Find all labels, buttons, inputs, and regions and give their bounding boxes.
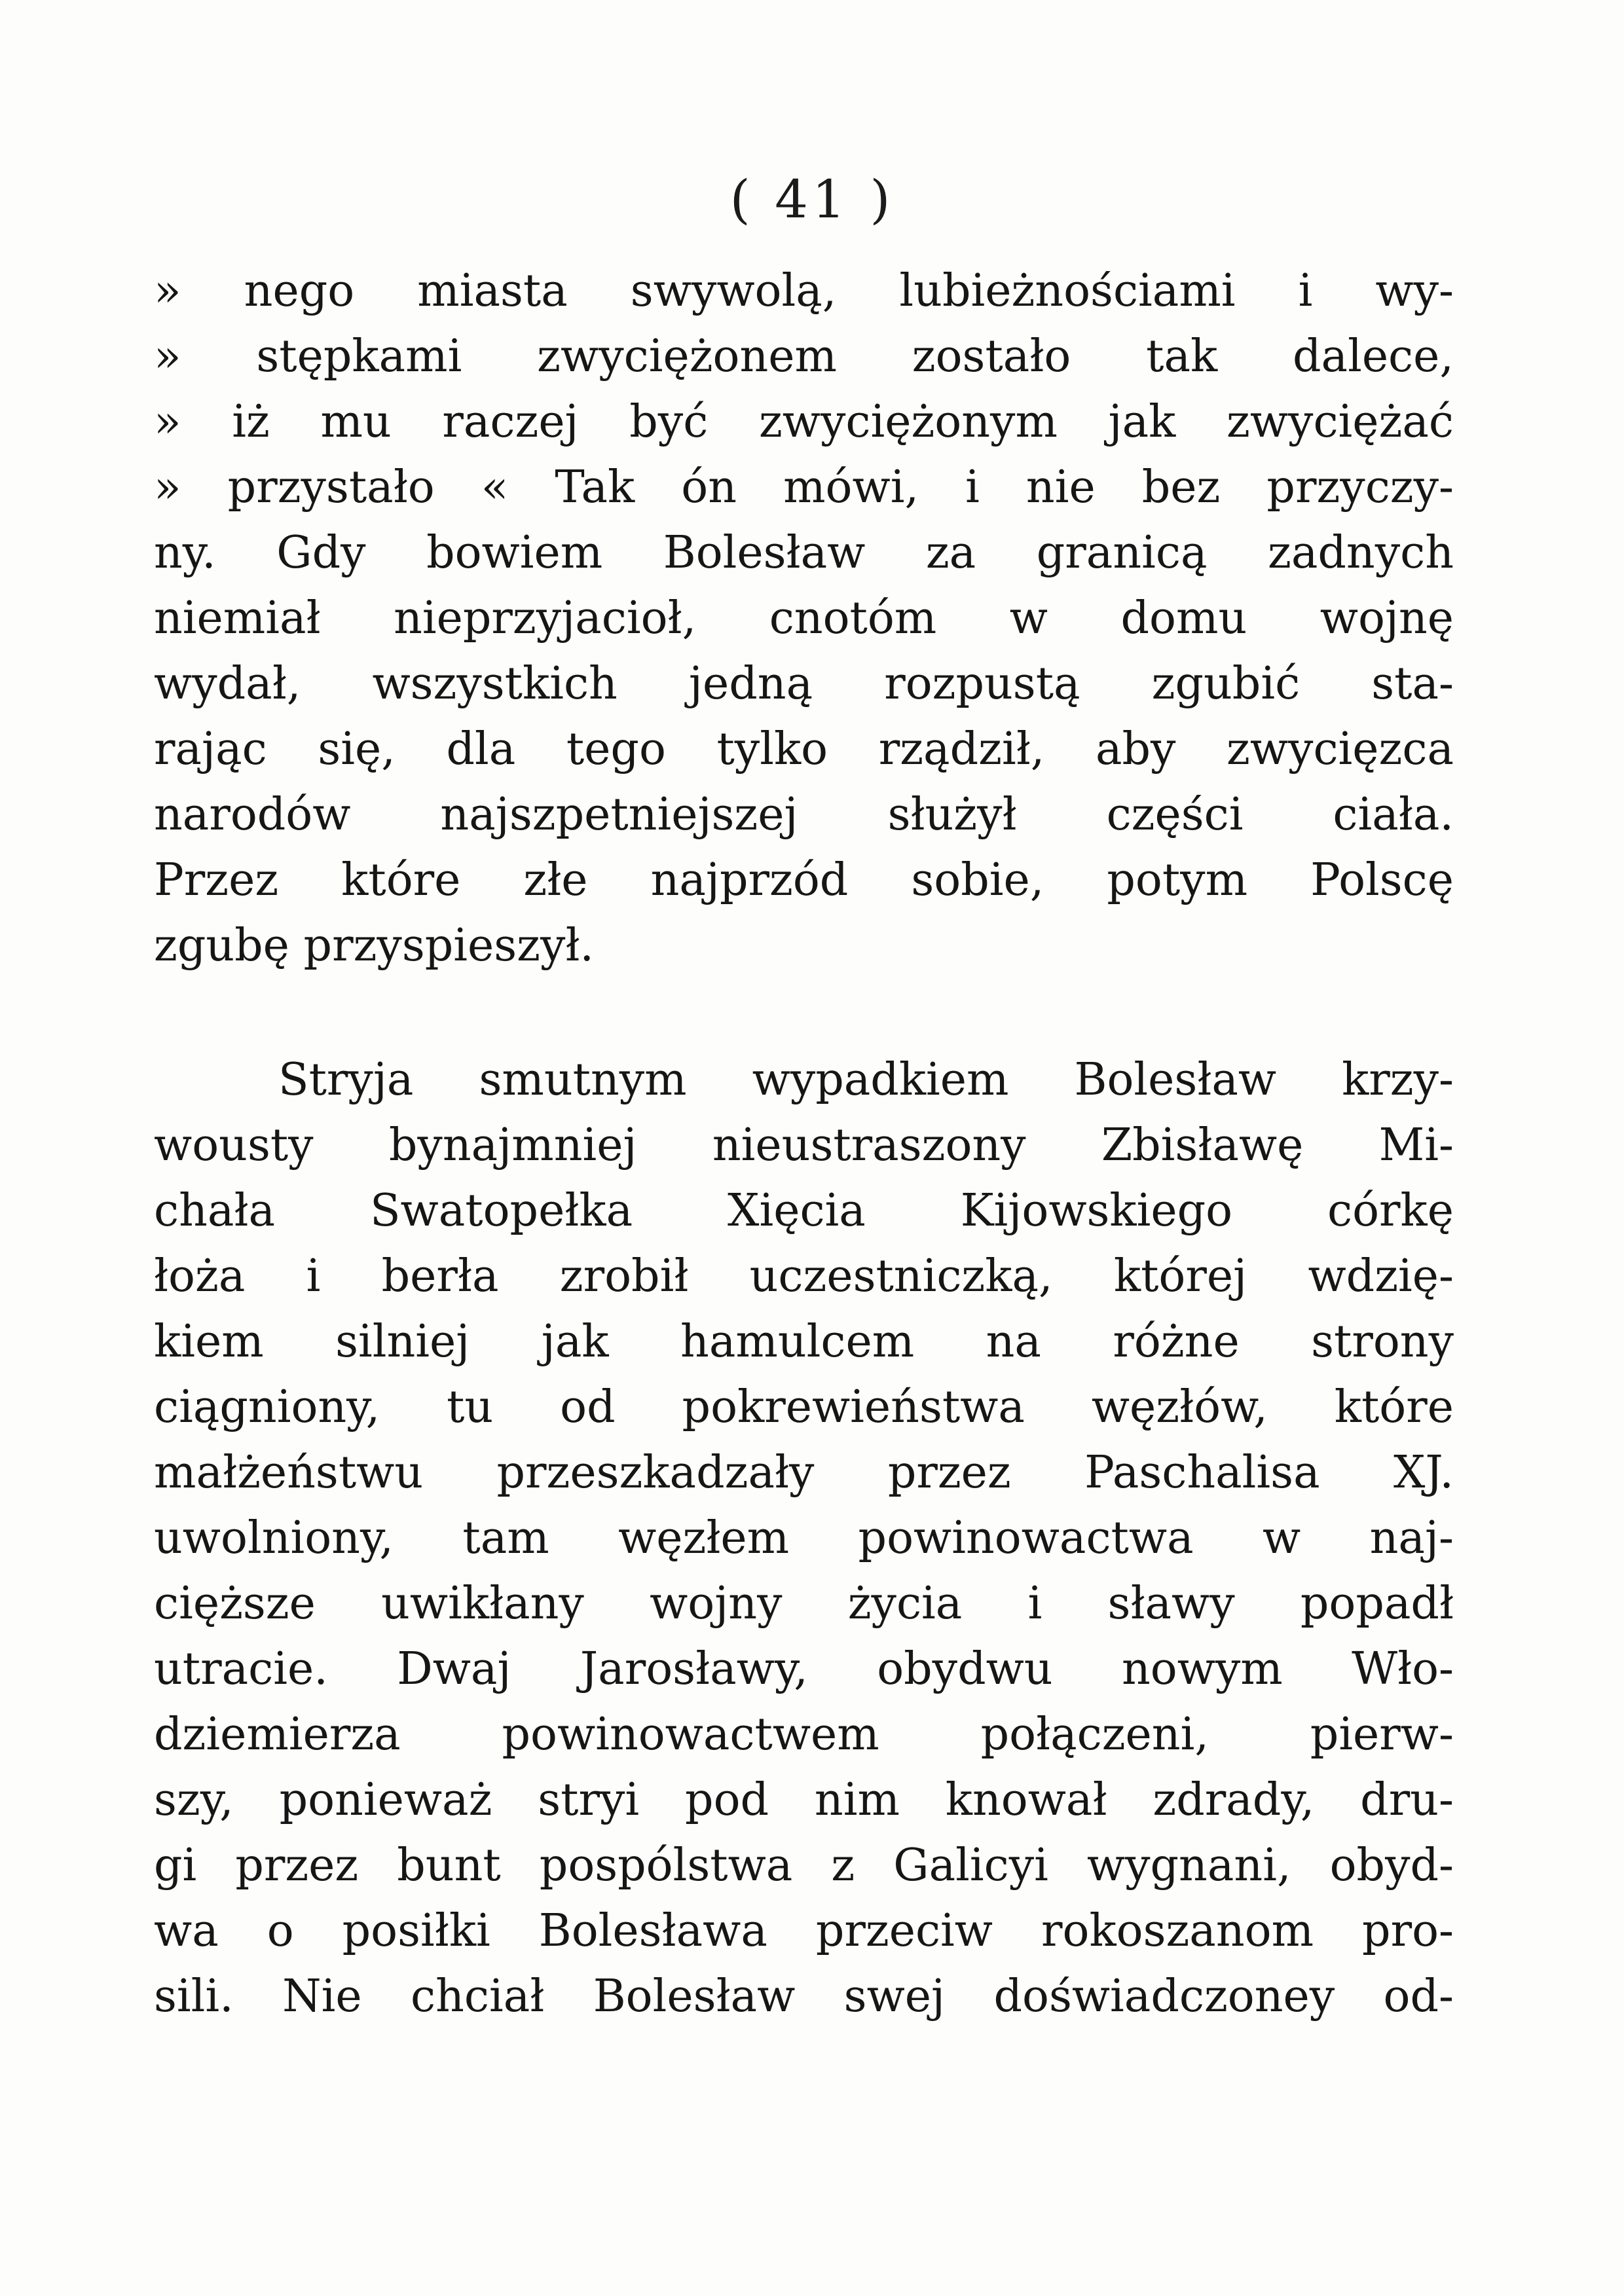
text-line: kiem silniej jak hamulcem na różne strony [154,1316,1454,1368]
text-line: Przez które złe najprzód sobie, potym Polscę [154,854,1454,906]
text-line: wousty bynajmniej nieustraszony Zbisławę Mi- [154,1120,1454,1171]
text-line: rając się, dla tego tylko rządził, aby zwycięzca [154,723,1454,775]
text-line: » przystało « Tak ón mówi, i nie bez przyczy- [154,462,1454,513]
text-line: małżeństwu przeszkadzały przez Paschalisa XJ. [154,1447,1454,1499]
text-line: sili. Nie chciał Bolesław swej doświadczoney od- [154,1971,1454,2022]
text-line: narodów najszpetniejszej służył części ciała. [154,789,1454,841]
text-line: dziemierza powinowactwem połączeni, pierw- [154,1709,1454,1760]
text-line: ciągniony, tu od pokrewieństwa węzłów, które [154,1381,1454,1433]
text-line: utracie. Dwaj Jarosławy, obydwu nowym Wło- [154,1643,1454,1695]
page-number: ( 41 ) [729,169,895,230]
text-line: wa o posiłki Bolesława przeciw rokoszanom pro- [154,1905,1454,1957]
paragraph-2 [154,1048,1454,2030]
text-line: cięższe uwikłany wojny życia i sławy popadł [154,1578,1454,1630]
text-line: zgubę przyspieszył. [154,920,595,972]
text-line: chała Swatopełka Xięcia Kijowskiego córkę [154,1185,1454,1237]
text-line: szy, ponieważ stryi pod nim knował zdrady, dru- [154,1774,1454,1826]
text-line: gi przez bunt pospólstwa z Galicyi wygnani, obyd- [154,1840,1454,1891]
text-line: wydał, wszystkich jedną rozpustą zgubić sta- [154,658,1454,710]
text-line: Stryja smutnym wypadkiem Bolesław krzy- [278,1054,1454,1106]
text-line: łoża i berła zrobił uczestniczką, której wdzię- [154,1250,1454,1302]
text-line: ny. Gdy bowiem Bolesław za granicą zadnych [154,527,1454,579]
paragraph-1 [154,259,1454,979]
text-line: uwolniony, tam węzłem powinowactwa w naj- [154,1512,1454,1564]
text-line: niemiał nieprzyjacioł, cnotóm w domu wojnę [154,592,1454,644]
text-line: » iż mu raczej być zwyciężonym jak zwyciężać [154,396,1454,448]
text-line: » nego miasta swywolą, lubieżnościami i wy- [154,265,1454,317]
text-line: » stępkami zwyciężonem zostało tak dalece, [154,331,1454,382]
